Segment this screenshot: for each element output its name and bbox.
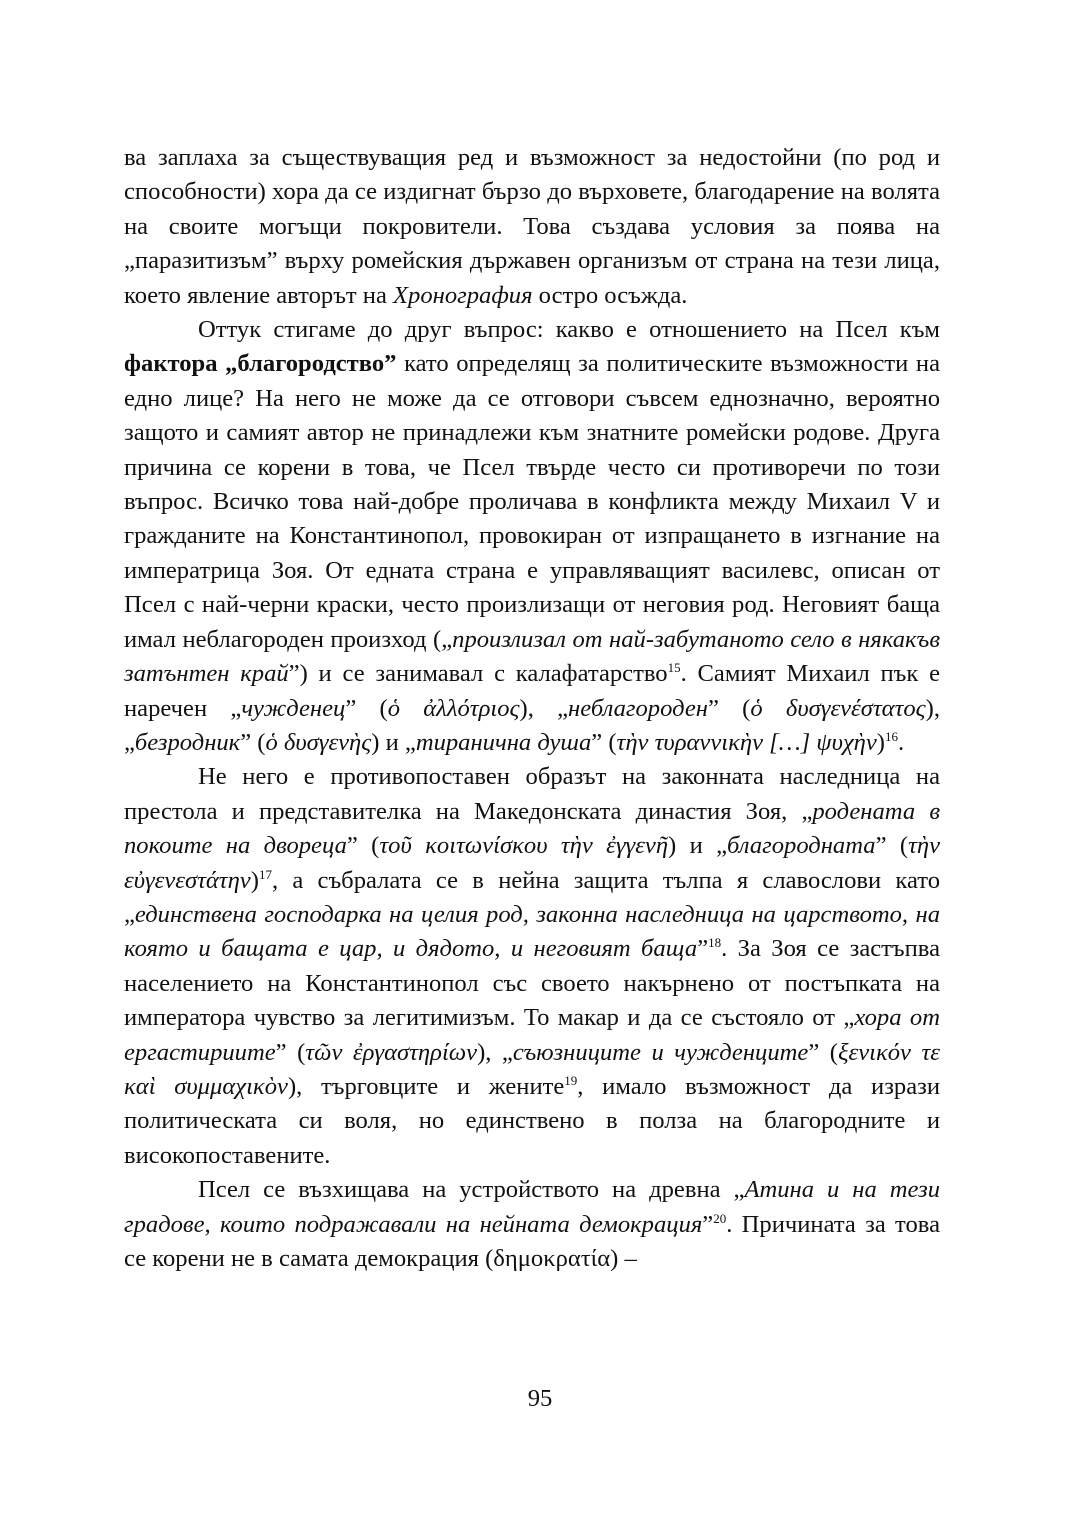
italic-text: благородната — [727, 832, 876, 860]
italic-text: τῶν ἐργαστηρίων — [305, 1038, 478, 1066]
paragraph-3 — [124, 760, 940, 1173]
italic-text: единствена господарка на целия род, законна наследница на царството, на която и бащата е цар, и дядото, и неговият баща — [124, 900, 940, 963]
text-run: ), „ — [519, 694, 569, 722]
text-run: ”) и се занимавал с калафатарство — [288, 660, 668, 688]
text-run: . — [898, 728, 905, 756]
italic-text: Хронография — [393, 281, 533, 309]
italic-text: τὴν τυραννικὴν […] ψυχὴν — [616, 728, 877, 756]
footnote-ref: 16 — [885, 728, 898, 744]
italic-text: съюзниците и чужденците — [512, 1038, 809, 1066]
italic-text: τοῦ κοιτωνίσκου τὴν ἐγγενῆ — [379, 832, 669, 860]
text-run: ), търговците и жените — [287, 1072, 565, 1100]
text-run: ” — [697, 935, 709, 963]
text-run: ” ( — [345, 694, 388, 722]
italic-text: Атина и на тези градове, които подражавали на нейната демокрация — [124, 1176, 941, 1238]
text-run: Не него е противопоставен образът на законната наследница на престола и представителка на Македонската династия Зоя, „ — [124, 763, 940, 825]
text-run: остро осъжда. — [532, 281, 688, 309]
text-run: ) и „ — [668, 832, 728, 860]
italic-text: хора от ергастириите — [124, 1004, 940, 1066]
text-run: ” — [702, 1210, 714, 1238]
text-run: ” ( — [240, 728, 266, 756]
bold-text: фактора „благородство” — [124, 350, 397, 378]
italic-text: неблагороден — [568, 694, 708, 722]
text-run: ” ( — [346, 832, 380, 860]
paragraph-2 — [124, 313, 940, 760]
text-run: ) — [250, 866, 259, 894]
italic-text: ὁ ἀλλότριος — [387, 694, 520, 722]
text-run: ), „ — [477, 1038, 513, 1066]
text-run: ” ( — [808, 1038, 838, 1066]
text-run: , имало възможност да изрази политическата си воля, но единствено в полза на благородните и високопоставените. — [124, 1072, 940, 1169]
italic-text: произлизал от най-забутаното село в някакъв затънтен край — [124, 625, 941, 688]
text-run: ” ( — [591, 728, 617, 756]
italic-text: τὴν εὐγενεστάτην — [124, 832, 940, 894]
paragraph-4 — [124, 1173, 940, 1276]
italic-text: ὁ δυσγενέστατος — [750, 694, 926, 722]
italic-text: ὁ δυσγενὴς — [265, 728, 372, 756]
text-run: . За Зоя се застъпва населението на Константинопол със своето накърнено от постъпката на императора чувство за легитимизъм. То макар и да се състояло от „ — [124, 935, 940, 1032]
footnote-ref: 19 — [564, 1072, 578, 1088]
text-run: Псел се възхищава на устройството на древна „ — [198, 1176, 745, 1204]
italic-text: ξενικόν τε καὶ συμμαχικὸν — [124, 1038, 940, 1100]
text-run: ва заплаха за съществуващия ред и възможност за недостойни (по род и способности) хора да се издигнат бързо до върховете, благодарение на волята на своите могъщи покровители. Това създава условия за поява на „паразитизъм” върху ромейския държавен организъм от страна на тези лица, което явление авторът на — [124, 144, 940, 309]
footnote-ref: 15 — [667, 660, 681, 676]
page-number: 95 — [527, 1385, 553, 1412]
text-run: Оттук стигаме до друг въпрос: какво е отношението на Псел към — [198, 316, 940, 344]
text-run: като определящ за политическите възможности на едно лице? На него не може да се отговори съвсем еднозначно, вероятно защото и самият автор не принадлежи към знатните ромейски родове. Друга причина се корени в това, че Псел твърде често си противоречи по този въпрос. Всичко това най-добре проличава в конфликта между Михаил V и гражданите на Константинопол, провокиран от изпращането в изгнание на императрица Зоя. От едната страна е управляващият василевс, описан от Псел с най-черни краски, често произлизащи от неговия род. Неговият баща имал неблагороден произход („ — [124, 350, 940, 653]
text-run: ” ( — [707, 694, 751, 722]
text-run: . Причината за това се корени не в самата демокрация (δημοκρατία) – — [124, 1210, 940, 1272]
text-run: . Самият Михаил пък е наречен „ — [124, 660, 941, 722]
paragraph-1 — [124, 141, 940, 313]
italic-text: чужденец — [241, 694, 346, 722]
footnote-ref: 20 — [713, 1210, 727, 1226]
italic-text: тиранична душа — [415, 728, 592, 756]
italic-text: родената в покоите на двореца — [124, 797, 940, 860]
italic-text: безродник — [134, 728, 241, 756]
text-run: , а събралата се в нейна защита тълпа я славослови като „ — [124, 866, 940, 928]
text-run: ” ( — [875, 832, 909, 860]
text-run: ) — [876, 728, 885, 756]
text-run: ” ( — [275, 1038, 306, 1066]
page-body — [124, 141, 940, 1276]
text-run: ), „ — [124, 694, 941, 756]
footnote-ref: 17 — [258, 866, 272, 882]
footnote-ref: 18 — [708, 935, 722, 951]
text-run: ) и „ — [371, 728, 416, 756]
